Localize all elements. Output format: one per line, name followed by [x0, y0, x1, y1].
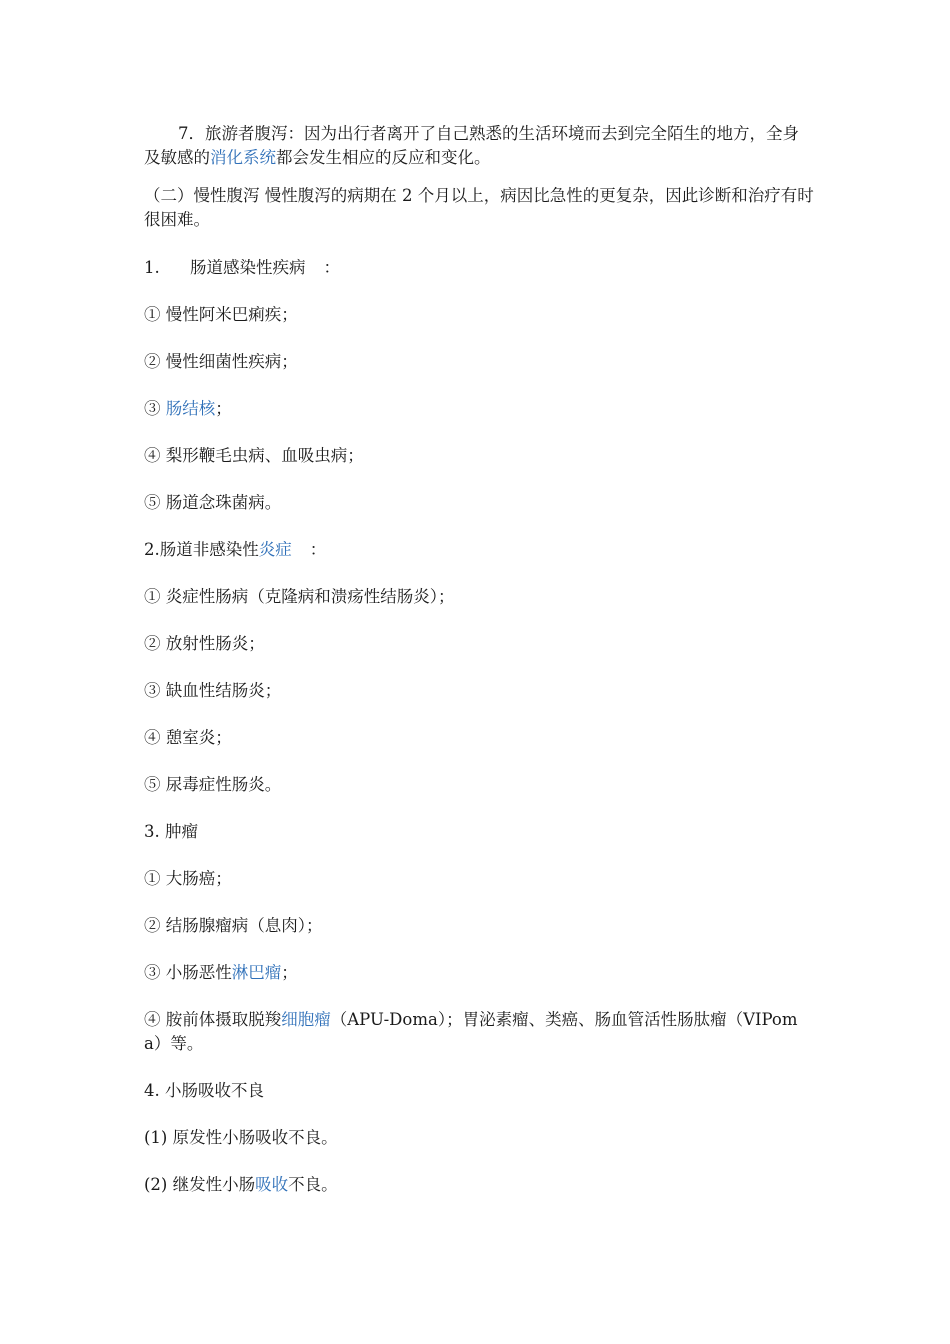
section-heading-malabsorption: 4. 小肠吸收不良 — [144, 1081, 264, 1100]
list-text: 小肠恶性 — [165, 963, 232, 982]
list-text: 结肠腺瘤病（息肉）； — [165, 916, 323, 935]
link-lymphoma[interactable]: 淋巴瘤 — [231, 963, 282, 982]
list-text: 胺前体摄取脱羧 — [165, 1010, 282, 1029]
list-marker: ③ — [144, 681, 161, 700]
list-text: 大肠癌； — [165, 869, 232, 888]
list-item — [144, 867, 814, 891]
list-item — [144, 491, 814, 515]
list-item — [144, 303, 814, 327]
list-marker: ② — [144, 352, 161, 371]
list-marker: ② — [144, 634, 161, 653]
list-text: 肠道念珠菌病。 — [165, 493, 282, 512]
link-cell-tumor[interactable]: 细胞瘤 — [281, 1010, 331, 1029]
link-inflammation[interactable]: 炎症 — [258, 540, 292, 559]
list-item — [144, 350, 814, 374]
list-text: 慢性阿米巴痢疾； — [165, 305, 298, 324]
list-text: 憩室炎； — [165, 728, 232, 747]
list-text: 尿毒症性肠炎。 — [165, 775, 282, 794]
list-text: 继发性小肠 — [172, 1175, 256, 1194]
list-marker: ① — [144, 869, 161, 888]
list-text: ； — [281, 963, 298, 982]
list-marker: (1) — [144, 1128, 168, 1147]
list-item — [144, 585, 814, 609]
list-item — [144, 1008, 814, 1056]
list-text: 炎症性肠病（克隆病和溃疡性结肠炎）； — [165, 587, 455, 606]
list-item — [144, 397, 814, 421]
link-absorption[interactable]: 吸收 — [255, 1175, 289, 1194]
list-marker: ① — [144, 305, 161, 324]
list-item — [144, 444, 814, 468]
list-item — [144, 961, 814, 985]
list-marker: ⑤ — [144, 493, 161, 512]
document-page — [144, 122, 814, 1197]
list-item — [144, 773, 814, 797]
section-heading-tumors: 3. 肿瘤 — [144, 822, 198, 841]
list-item — [144, 679, 814, 703]
section-title: 肠道感染性疾病 — [190, 258, 306, 277]
section-number: 1. — [144, 258, 160, 277]
list-marker: (2) — [144, 1175, 168, 1194]
list-text: 缺血性结肠炎； — [165, 681, 282, 700]
list-text: 不良。 — [288, 1175, 338, 1194]
section-heading-intestinal-infection — [144, 256, 814, 280]
paragraph-travelers-diarrhea — [144, 122, 814, 170]
section-colon: ： — [323, 258, 340, 277]
paragraph-chronic-diarrhea: （二）慢性腹泻 慢性腹泻的病期在 2 个月以上，病因比急性的更复杂，因此诊断和治疗有时很困难。 — [144, 186, 814, 229]
section-heading-noninfectious-inflammation — [144, 538, 814, 562]
list-item — [144, 1173, 814, 1197]
section-title: 2.肠道非感染性 — [144, 540, 259, 559]
paragraph-text: 7．旅游者腹泻：因为出行者离开了自己熟悉的生活环境而去到完全陌生的地方，全身及敏感的 — [144, 124, 799, 167]
list-text: 原发性小肠吸收不良。 — [172, 1128, 338, 1147]
list-marker: ④ — [144, 1010, 161, 1029]
list-item — [144, 914, 814, 938]
list-item — [144, 726, 814, 750]
list-marker: ① — [144, 587, 161, 606]
section-colon: ： — [309, 540, 327, 559]
list-item — [144, 632, 814, 656]
list-marker: ② — [144, 916, 161, 935]
list-marker: ④ — [144, 728, 161, 747]
paragraph-text: 都会发生相应的反应和变化。 — [276, 148, 491, 167]
list-text: ； — [215, 399, 232, 418]
list-item — [144, 1126, 814, 1150]
list-text: （APU-Doma）；胃泌素瘤、类癌、肠血管活性肠肽瘤（VIPoma）等。 — [144, 1010, 798, 1053]
list-marker: ③ — [144, 399, 161, 418]
list-marker: ③ — [144, 963, 161, 982]
list-text: 梨形鞭毛虫病、血吸虫病； — [165, 446, 364, 465]
link-digestive-system[interactable]: 消化系统 — [210, 148, 276, 167]
list-marker: ④ — [144, 446, 161, 465]
link-intestinal-tuberculosis[interactable]: 肠结核 — [165, 399, 216, 418]
list-text: 放射性肠炎； — [165, 634, 265, 653]
list-text: 慢性细菌性疾病； — [165, 352, 298, 371]
list-marker: ⑤ — [144, 775, 161, 794]
